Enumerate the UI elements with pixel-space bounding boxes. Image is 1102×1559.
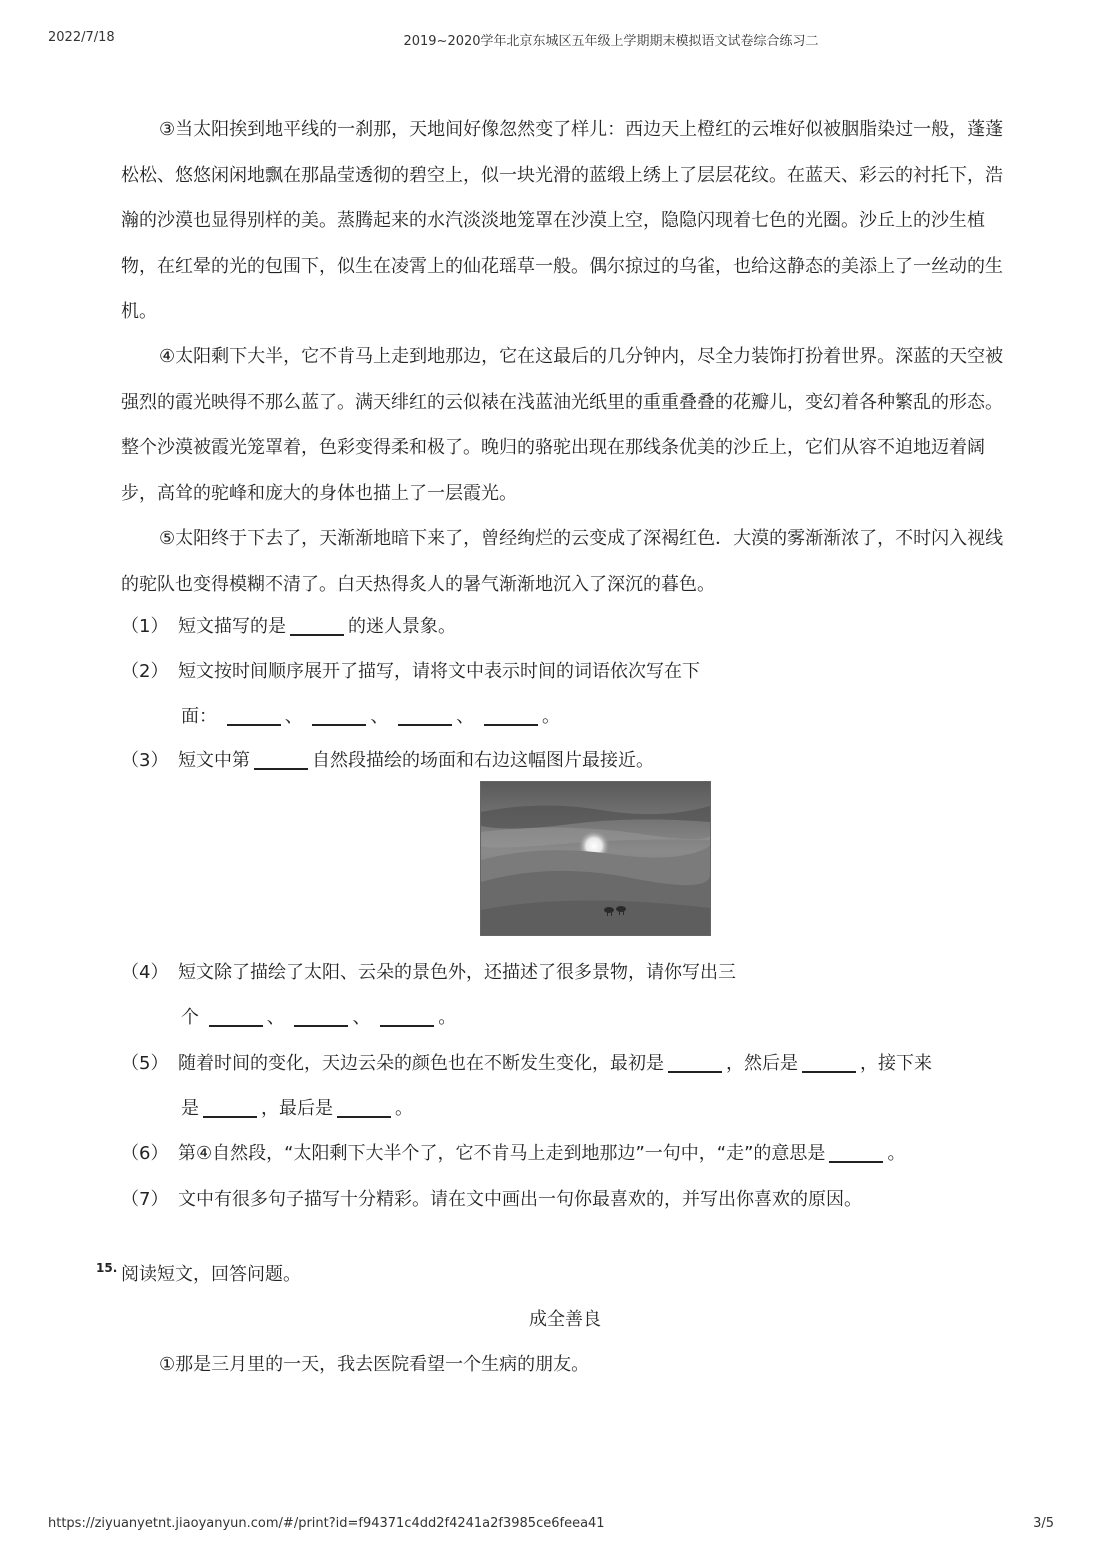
- question-4-continuation: [181, 995, 456, 1041]
- period: 。: [541, 706, 560, 727]
- answer-blank[interactable]: [312, 706, 366, 726]
- question-number: （6）: [121, 1143, 169, 1164]
- separator: 、: [456, 706, 475, 727]
- period: 。: [438, 1007, 457, 1028]
- answer-blank[interactable]: [254, 750, 308, 770]
- header-date: 2022/7/18: [48, 30, 115, 45]
- passage-paragraph-4: ④太阳剩下大半，它不肯马上走到地那边，它在这最后的几分钟内，尽全力装饰打扮着世界。深蓝的天空被强烈的霞光映得不那么蓝了。满天绯红的云似裱在浅蓝油光纸里的重重叠叠的花瓣儿，变幻着各种繁乱的形态。整个沙漠被霞光笼罩着，色彩变得柔和极了。晚归的骆驼出现在那线条优美的沙丘上，它们从容不迫地迈着阔步，高耸的驼峰和庞大的身体也描上了一层霞光。: [121, 346, 1004, 504]
- question-text: ，最后是: [261, 1098, 333, 1119]
- question-number: （2）: [121, 661, 169, 682]
- question-text: ，然后是: [726, 1053, 798, 1074]
- footer-url: https://ziyuanyetnt.jiaoyanyun.com/#/print?id=f94371c4dd2f4241a2f3985ce6feea41: [48, 1516, 605, 1531]
- period: 。: [395, 1098, 413, 1119]
- answer-blank[interactable]: [290, 616, 344, 636]
- question-15-number: 15.: [96, 1261, 118, 1275]
- question-3: [121, 738, 1013, 784]
- question-text: 文中有很多句子描写十分精彩。请在文中画出一句你最喜欢的，并写出你喜欢的原因。: [178, 1189, 862, 1210]
- question-number: （3）: [121, 750, 169, 771]
- footer-page-number: 3/5: [1033, 1516, 1054, 1531]
- question-text: ，接下来: [860, 1053, 932, 1074]
- answer-blank[interactable]: [398, 706, 452, 726]
- passage-2-paragraph-1: ①那是三月里的一天，我去医院看望一个生病的朋友。: [159, 1354, 590, 1375]
- question-text: 面：: [181, 706, 217, 727]
- answer-blank[interactable]: [668, 1053, 722, 1073]
- question-15-prompt: 阅读短文，回答问题。: [121, 1264, 301, 1285]
- answer-blank[interactable]: [484, 706, 538, 726]
- separator: 、: [352, 1007, 371, 1028]
- passage-title: 成全善良: [529, 1309, 601, 1330]
- question-5-continuation: [181, 1086, 413, 1132]
- question-4: [121, 950, 1013, 996]
- separator: 、: [266, 1007, 285, 1028]
- question-text: 随着时间的变化，天边云朵的颜色也在不断发生变化，最初是: [178, 1053, 664, 1074]
- header-title: 2019~2020学年北京东城区五年级上学期期末模拟语文试卷综合练习二: [403, 34, 819, 49]
- answer-blank[interactable]: [209, 1007, 263, 1027]
- question-text: 短文按时间顺序展开了描写，请将文中表示时间的词语依次写在下: [178, 661, 700, 682]
- question-text: 短文除了描绘了太阳、云朵的景色外，还描述了很多景物，请你写出三: [178, 962, 736, 983]
- separator: 、: [370, 706, 389, 727]
- separator: 、: [284, 706, 303, 727]
- question-7: [121, 1177, 1013, 1223]
- question-text: 短文描写的是: [178, 616, 286, 637]
- question-number: （7）: [121, 1189, 169, 1210]
- question-number: （4）: [121, 962, 169, 983]
- desert-sunset-picture: [480, 781, 711, 936]
- question-6: [121, 1131, 1013, 1177]
- passage-paragraph-3: ③当太阳挨到地平线的一刹那，天地间好像忽然变了样儿：西边天上橙红的云堆好似被胭脂染过一般，蓬蓬松松、悠悠闲闲地飘在那晶莹透彻的碧空上，似一块光滑的蓝缎上绣上了层层花纹。在蓝天、彩云的衬托下，浩瀚的沙漠也显得别样的美。蒸腾起来的水汽淡淡地笼罩在沙漠上空，隐隐闪现着七色的光圈。沙丘上的沙生植物，在红晕的光的包围下，似生在凌霄上的仙花瑶草一般。偶尔掠过的乌雀，也给这静态的美添上了一丝动的生机。: [121, 119, 1004, 322]
- question-number: （1）: [121, 616, 169, 637]
- question-text: 第④自然段，“太阳剩下大半个了，它不肯马上走到地那边”一句中，“走”的意思是: [178, 1143, 826, 1164]
- question-2: [121, 649, 1013, 695]
- answer-blank[interactable]: [203, 1098, 257, 1118]
- answer-blank[interactable]: [802, 1053, 856, 1073]
- question-text: 短文中第: [178, 750, 250, 771]
- answer-blank[interactable]: [337, 1098, 391, 1118]
- desert-sunset-illustration: [481, 782, 710, 935]
- answer-blank[interactable]: [380, 1007, 434, 1027]
- period: 。: [887, 1143, 906, 1164]
- answer-blank[interactable]: [829, 1143, 883, 1163]
- question-1: [121, 604, 1013, 650]
- question-5: [121, 1041, 1013, 1087]
- question-text: 是: [181, 1098, 199, 1119]
- answer-blank[interactable]: [227, 706, 281, 726]
- question-2-continuation: [181, 694, 560, 740]
- question-text: 的迷人景象。: [348, 616, 456, 637]
- question-text: 自然段描绘的场面和右边这幅图片最接近。: [312, 750, 654, 771]
- passage-paragraph-5: ⑤太阳终于下去了，天渐渐地暗下来了，曾经绚烂的云变成了深褐红色．大漠的雾渐渐浓了，不时闪入视线的驼队也变得模糊不清了。白天热得炙人的暑气渐渐地沉入了深沉的暮色。: [121, 528, 1004, 595]
- question-number: （5）: [121, 1053, 169, 1074]
- question-text: 个: [181, 1007, 199, 1028]
- answer-blank[interactable]: [294, 1007, 348, 1027]
